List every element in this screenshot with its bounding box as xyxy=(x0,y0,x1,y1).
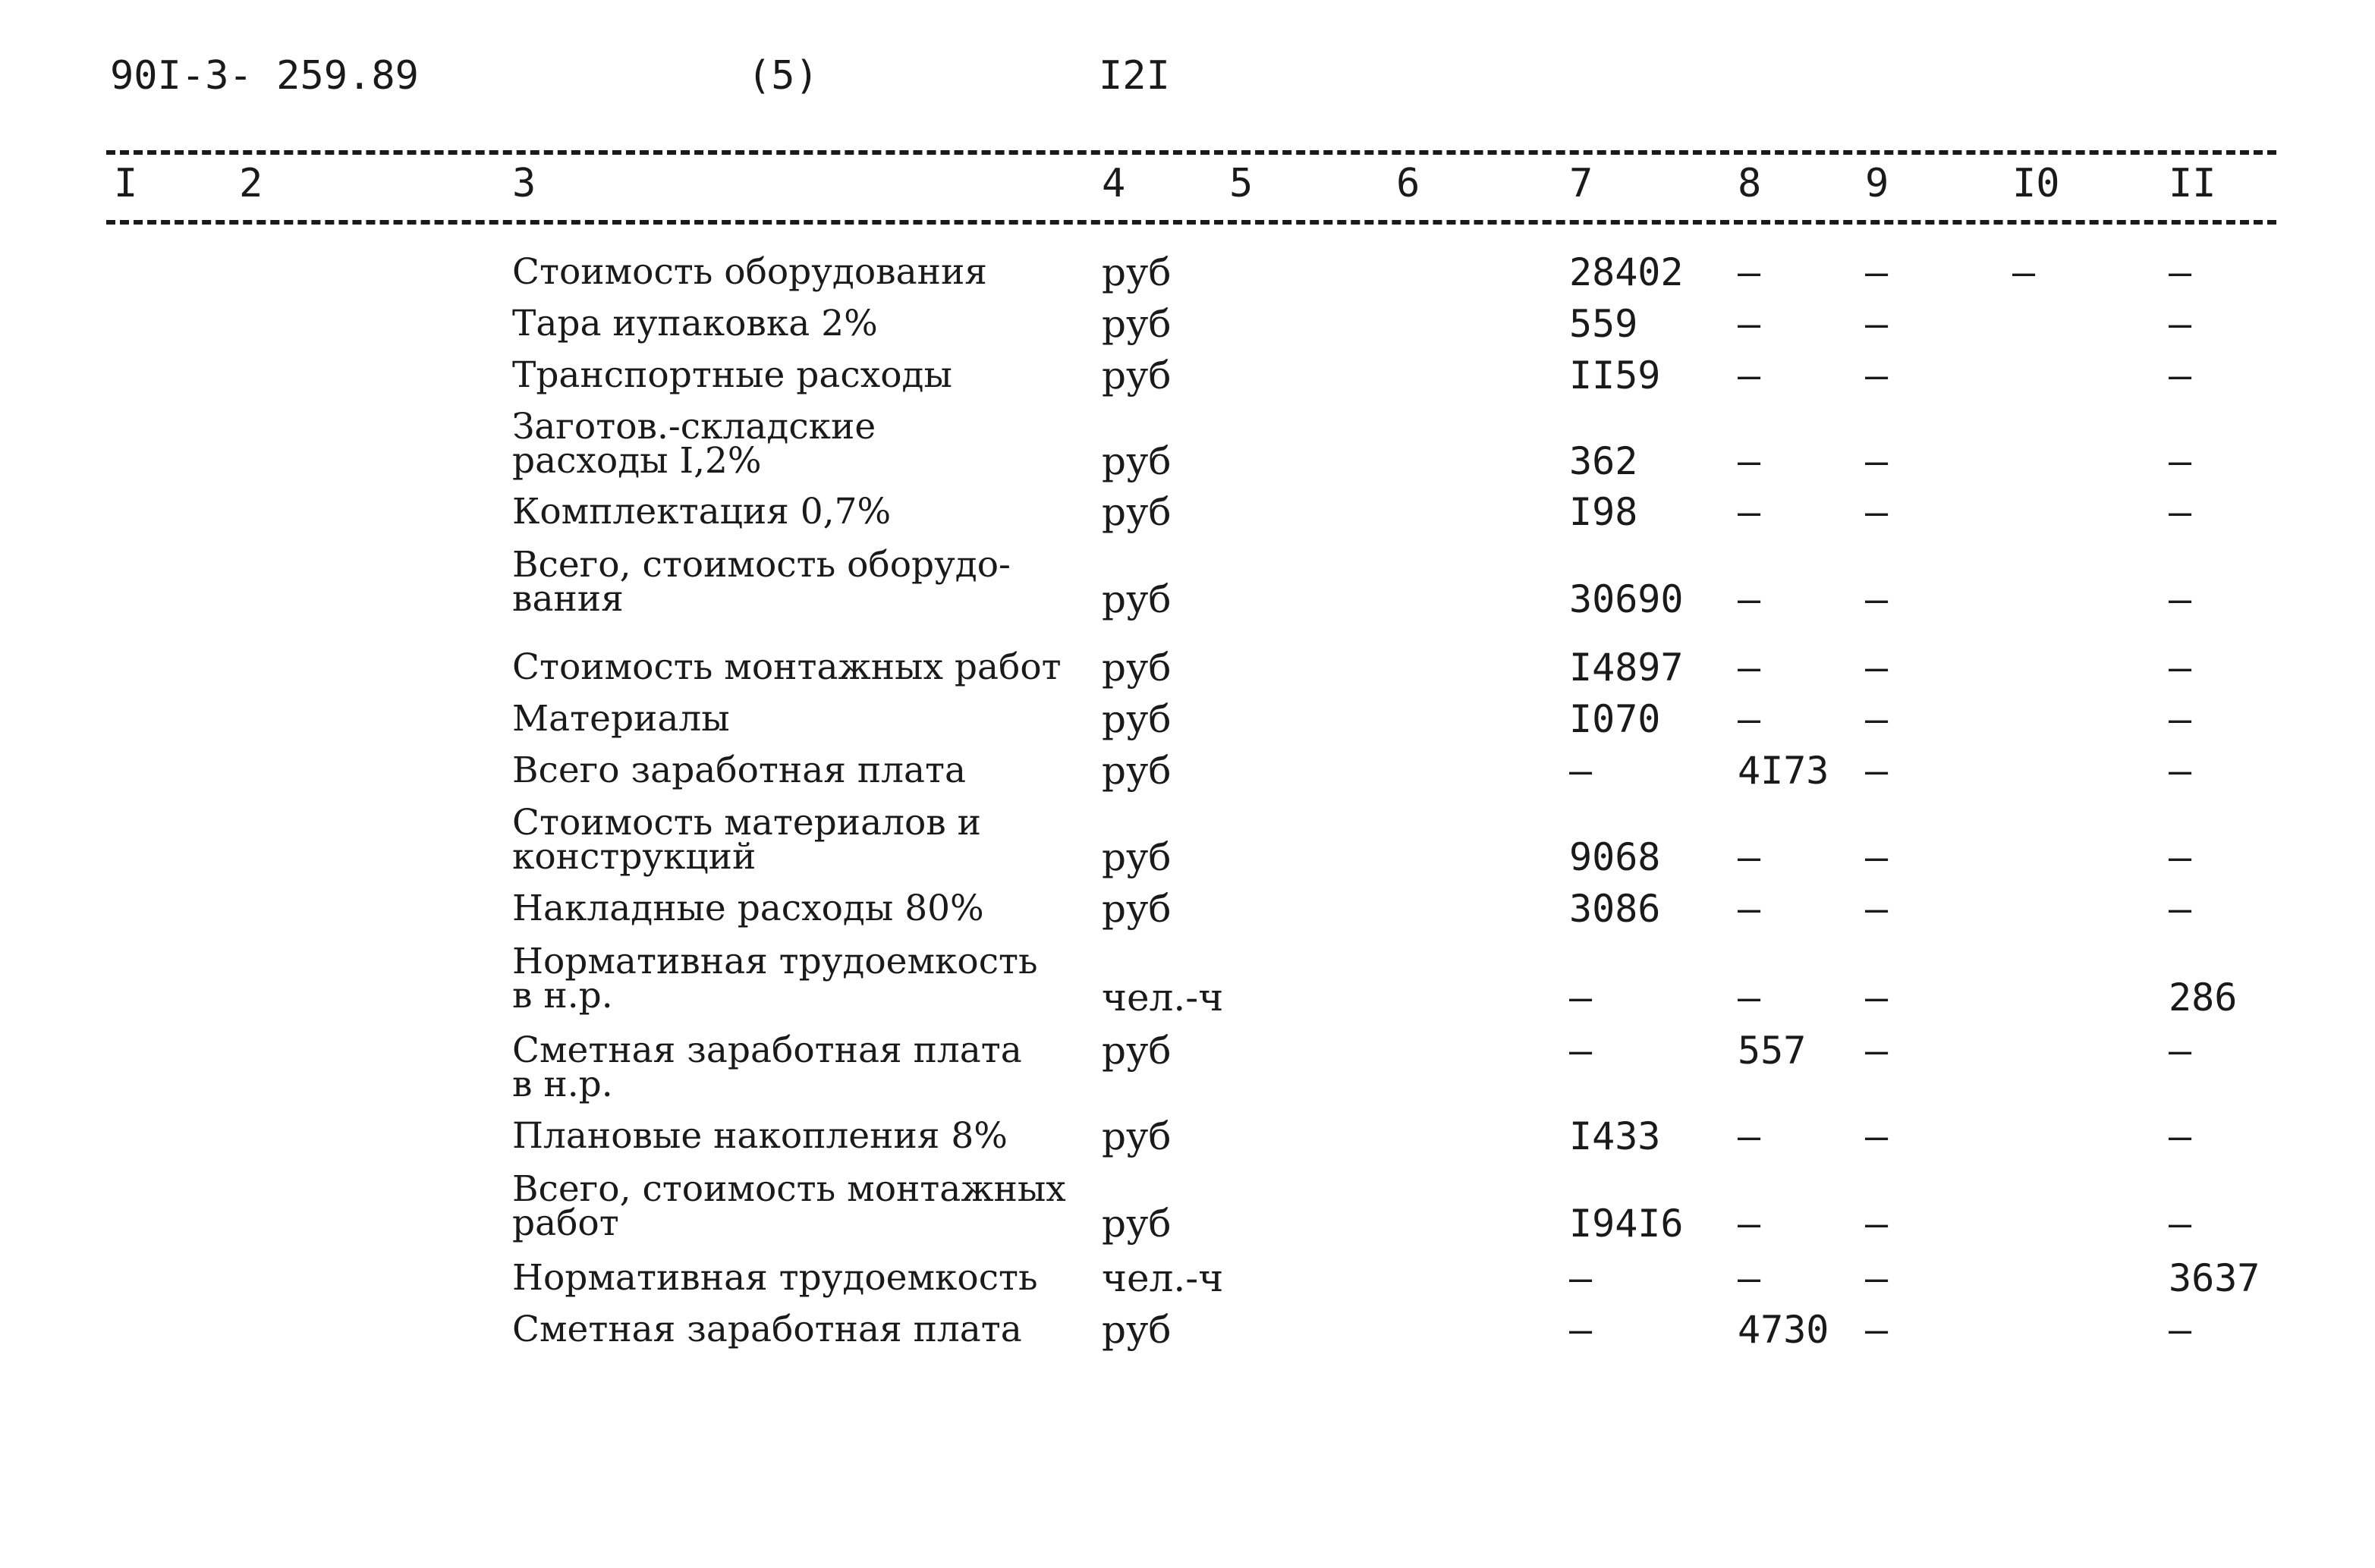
item-name xyxy=(512,802,981,878)
column-number: 4 xyxy=(1102,161,1126,206)
item-name xyxy=(512,544,1011,620)
item-name-line: Стоимость оборудования xyxy=(512,251,987,293)
item-name-line: Всего, стоимость монтажных xyxy=(512,1168,1066,1210)
item-name-line: Транспортные расходы xyxy=(512,354,952,396)
col7-cell: – xyxy=(1569,749,1593,793)
item-name-line: Комплектация 0,7% xyxy=(512,491,892,533)
col8-cell: 4I73 xyxy=(1738,749,1829,793)
col11-cell: 286 xyxy=(2169,976,2238,1020)
col11-cell: – xyxy=(2169,1308,2192,1352)
col9-cell: – xyxy=(1865,887,1889,931)
item-name xyxy=(512,303,878,344)
col8-cell: – xyxy=(1738,1202,1761,1246)
col9-cell: – xyxy=(1865,302,1889,346)
column-number: 6 xyxy=(1396,161,1420,206)
col9-cell: – xyxy=(1865,439,1889,483)
item-name xyxy=(512,1029,1022,1105)
col11-cell: – xyxy=(2169,490,2192,534)
col7-cell: 559 xyxy=(1569,302,1638,346)
col11-cell: – xyxy=(2169,749,2192,793)
item-name-line: Нормативная трудоемкость xyxy=(512,1257,1038,1299)
item-name xyxy=(512,1257,1038,1299)
item-name-line: в н.р. xyxy=(512,1064,613,1105)
col8-cell: – xyxy=(1738,577,1761,621)
col11-cell: – xyxy=(2169,577,2192,621)
col8-cell: – xyxy=(1738,1114,1761,1158)
col11-cell: – xyxy=(2169,250,2192,294)
col7-cell: I433 xyxy=(1569,1114,1661,1158)
unit-cell: руб xyxy=(1102,697,1172,741)
col11-cell: – xyxy=(2169,439,2192,483)
col10-cell: – xyxy=(2012,250,2036,294)
col7-cell: 362 xyxy=(1569,439,1638,483)
col8-cell: – xyxy=(1738,302,1761,346)
col8-cell: – xyxy=(1738,697,1761,741)
col9-cell: – xyxy=(1865,1114,1889,1158)
item-name-line: Всего заработная плата xyxy=(512,749,967,791)
item-name-line: Накладные расходы 80% xyxy=(512,888,984,929)
col9-cell: – xyxy=(1865,1029,1889,1073)
col11-cell: – xyxy=(2169,887,2192,931)
col7-cell: 28402 xyxy=(1569,250,1684,294)
col9-cell: – xyxy=(1865,1256,1889,1300)
item-name-line: Всего, стоимость оборудо- xyxy=(512,544,1011,586)
col8-cell: 4730 xyxy=(1738,1308,1829,1352)
item-name-line: Стоимость монтажных работ xyxy=(512,646,1062,688)
col9-cell: – xyxy=(1865,250,1889,294)
unit-cell: руб xyxy=(1102,835,1172,879)
col11-cell: – xyxy=(2169,302,2192,346)
unit-cell: руб xyxy=(1102,250,1172,294)
col8-cell: – xyxy=(1738,490,1761,534)
item-name xyxy=(512,888,984,929)
column-number: 5 xyxy=(1229,161,1254,206)
col9-cell: – xyxy=(1865,1202,1889,1246)
col7-cell: – xyxy=(1569,1256,1593,1300)
unit-cell: руб xyxy=(1102,749,1172,793)
item-name xyxy=(512,1115,1008,1157)
unit-cell: руб xyxy=(1102,490,1172,534)
item-name xyxy=(512,354,952,396)
unit-cell: руб xyxy=(1102,439,1172,483)
item-name xyxy=(512,1309,1022,1350)
item-name xyxy=(512,251,987,293)
col11-cell: – xyxy=(2169,835,2192,879)
col11-cell: – xyxy=(2169,1114,2192,1158)
col11-cell: – xyxy=(2169,354,2192,397)
col7-cell: II59 xyxy=(1569,354,1661,397)
col9-cell: – xyxy=(1865,354,1889,397)
unit-cell: руб xyxy=(1102,302,1172,346)
unit-cell: руб xyxy=(1102,1202,1172,1246)
item-name xyxy=(512,646,1062,688)
unit-cell: руб xyxy=(1102,1114,1172,1158)
col8-cell: – xyxy=(1738,887,1761,931)
item-name-line: Сметная заработная плата xyxy=(512,1029,1022,1071)
col8-cell: – xyxy=(1738,835,1761,879)
col9-cell: – xyxy=(1865,749,1889,793)
col8-cell: 557 xyxy=(1738,1029,1807,1073)
col8-cell: – xyxy=(1738,250,1761,294)
col7-cell: I070 xyxy=(1569,697,1661,741)
unit-cell: чел.-ч xyxy=(1102,1256,1224,1300)
column-number: 8 xyxy=(1738,161,1762,206)
col9-cell: – xyxy=(1865,976,1889,1020)
unit-cell: руб xyxy=(1102,1308,1172,1352)
col7-cell: – xyxy=(1569,1029,1593,1073)
col9-cell: – xyxy=(1865,835,1889,879)
item-name xyxy=(512,941,1038,1017)
table-top-rule xyxy=(106,150,2276,155)
column-number: 3 xyxy=(512,161,536,206)
item-name-line: Материалы xyxy=(512,698,730,740)
item-name-line: вания xyxy=(512,578,624,620)
item-name-line: в н.р. xyxy=(512,975,613,1017)
item-name-line: конструкций xyxy=(512,836,757,878)
table-header-rule xyxy=(106,220,2276,225)
col7-cell: I94I6 xyxy=(1569,1202,1684,1246)
col7-cell: 9068 xyxy=(1569,835,1661,879)
unit-cell: чел.-ч xyxy=(1102,976,1224,1020)
item-name xyxy=(512,1168,1066,1244)
col9-cell: – xyxy=(1865,577,1889,621)
column-number: I0 xyxy=(2012,161,2060,206)
col7-cell: – xyxy=(1569,1308,1593,1352)
col7-cell: I98 xyxy=(1569,490,1638,534)
column-number: I xyxy=(114,161,138,206)
col7-cell: 30690 xyxy=(1569,577,1684,621)
unit-cell: руб xyxy=(1102,646,1172,690)
document-code: 90I-3- 259.89 xyxy=(110,53,419,99)
col9-cell: – xyxy=(1865,697,1889,741)
col9-cell: – xyxy=(1865,1308,1889,1352)
item-name-line: Нормативная трудоемкость xyxy=(512,941,1038,982)
unit-cell: руб xyxy=(1102,1029,1172,1073)
unit-cell: руб xyxy=(1102,887,1172,931)
col9-cell: – xyxy=(1865,646,1889,690)
item-name-line: Сметная заработная плата xyxy=(512,1309,1022,1350)
col11-cell: – xyxy=(2169,646,2192,690)
col11-cell: – xyxy=(2169,697,2192,741)
item-name xyxy=(512,698,730,740)
unit-cell: руб xyxy=(1102,354,1172,397)
col7-cell: – xyxy=(1569,976,1593,1020)
unit-cell: руб xyxy=(1102,577,1172,621)
item-name-line: Плановые накопления 8% xyxy=(512,1115,1008,1157)
col11-cell: – xyxy=(2169,1202,2192,1246)
item-name-line: Тара иупаковка 2% xyxy=(512,303,878,344)
item-name-line: работ xyxy=(512,1202,619,1244)
item-name-line: расходы I,2% xyxy=(512,440,762,482)
item-name xyxy=(512,406,876,482)
col9-cell: – xyxy=(1865,490,1889,534)
column-number: 9 xyxy=(1865,161,1889,206)
col11-cell: – xyxy=(2169,1029,2192,1073)
section-number: (5) xyxy=(747,53,819,99)
item-name xyxy=(512,491,892,533)
col8-cell: – xyxy=(1738,354,1761,397)
col8-cell: – xyxy=(1738,646,1761,690)
item-name xyxy=(512,749,967,791)
item-name-line: Заготов.-складские xyxy=(512,406,876,448)
column-number: II xyxy=(2169,161,2216,206)
col8-cell: – xyxy=(1738,439,1761,483)
page-number: I2I xyxy=(1099,53,1170,99)
column-number: 2 xyxy=(239,161,263,206)
col8-cell: – xyxy=(1738,976,1761,1020)
col11-cell: 3637 xyxy=(2169,1256,2260,1300)
col8-cell: – xyxy=(1738,1256,1761,1300)
item-name-line: Стоимость материалов и xyxy=(512,802,981,844)
column-number: 7 xyxy=(1569,161,1593,206)
col7-cell: I4897 xyxy=(1569,646,1684,690)
col7-cell: 3086 xyxy=(1569,887,1661,931)
